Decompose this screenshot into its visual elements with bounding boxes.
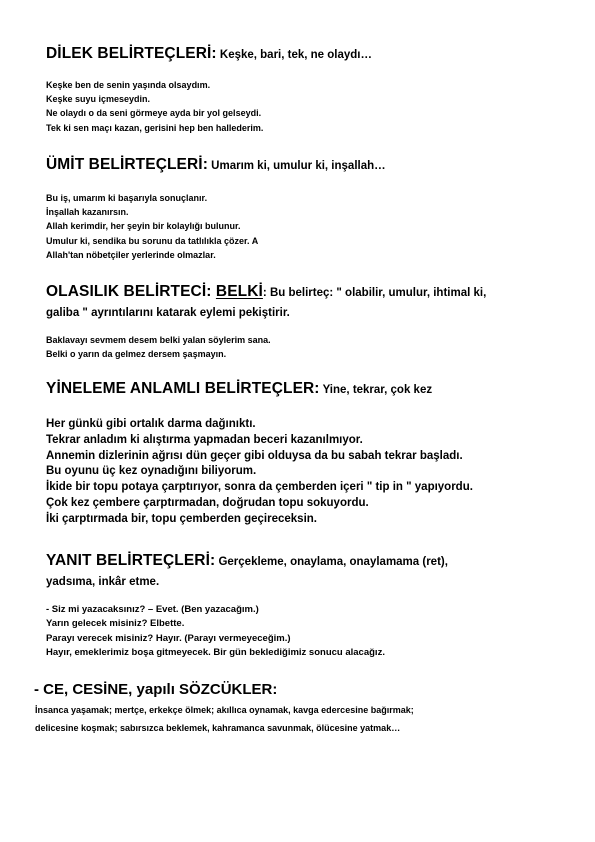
section-lines-ce-cesine (35, 702, 575, 737)
heading-subtitle-cont: galiba " ayrıntılarını katarak eylemi pekiştirir. (46, 307, 290, 319)
heading-subtitle: Yine, tekrar, çok kez (319, 384, 433, 396)
example-line: Annemin dizlerinin ağrısı dün geçer gibi olduysa da bu sabah tekrar başladı. (46, 449, 463, 462)
example-line: - Siz mi yazacaksınız? – Evet. (Ben yazacağım.) (46, 604, 259, 615)
example-line: Allah kerimdir, her şeyin bir kolaylığı bulunur. (46, 221, 241, 232)
example-line: Bu iş, umarım ki başarıyla sonuçlanır. (46, 193, 208, 203)
section-heading-ce-cesine: - CE, CESİNE, yapılı SÖZCÜKLER: (34, 681, 278, 698)
heading-title: YİNELEME ANLAMLI BELİRTEÇLER: (46, 380, 320, 397)
heading-keyword: BELKİ (215, 283, 263, 300)
heading-subtitle: Umarım ki, umulur ki, inşallah… (207, 160, 386, 172)
heading-subtitle: Gerçekleme, onaylama, onaylamama (ret), (215, 556, 448, 568)
example-line: İnsanca yaşamak; mertçe, erkekçe ölmek; akıllıca oynamak, kavga edercesine bağırmak; (35, 705, 414, 715)
section-lines-olasilik (46, 333, 566, 361)
example-line: Yarın gelecek misiniz? Elbette. (46, 618, 185, 630)
example-line: delicesine koşmak; sabırsızca beklemek, kahramanca savunmak, ölücesine yatmak… (35, 722, 401, 733)
example-line: Tek ki sen maçı kazan, gerisini hep ben hallederim. (46, 122, 264, 133)
section-lines-yanit (46, 603, 566, 660)
example-line: Çok kez çembere çarptırmadan, doğrudan topu sokuyordu. (46, 496, 369, 509)
example-line: Bu oyunu üç kez oynadığını biliyorum. (46, 465, 257, 478)
heading-title: ÜMİT BELİRTEÇLERİ: (46, 156, 208, 173)
section-heading-yanit (46, 551, 566, 591)
section-lines-umit (46, 191, 566, 262)
heading-subtitle: : Bu belirteç: " olabilir, umulur, ihtimal ki, (262, 287, 487, 299)
example-line: Umulur ki, sendika bu sorunu da tatlılıkla çözer. A (46, 235, 259, 246)
example-line: Keşke ben de senin yaşında olsaydım. (46, 80, 211, 90)
heading-title: YANIT BELİRTEÇLERİ: (46, 552, 216, 569)
example-line: Allah'tan nöbetçiler yerlerinde olmazlar. (46, 249, 216, 260)
section-lines-dilek (46, 78, 566, 135)
heading-title: DİLEK BELİRTEÇLERİ: (46, 45, 217, 62)
section-heading-yineleme (46, 379, 566, 399)
section-lines-yineleme (46, 417, 566, 528)
heading-title: OLASILIK BELİRTECİ: (46, 283, 216, 300)
heading-subtitle: Keşke, bari, tek, ne olaydı… (216, 49, 372, 61)
heading-subtitle-cont: yadsıma, inkâr etme. (46, 576, 160, 588)
example-line: İkide bir topu potaya çarptırıyor, sonra da çemberden içeri " tip in " yapıyordu. (46, 481, 473, 494)
example-line: Hayır, emeklerimiz boşa gitmeyecek. Bir gün beklediğimiz sonucu alacağız. (46, 646, 385, 658)
example-line: Tekrar anladım ki alıştırma yapmadan beceri kazanılmıyor. (46, 433, 363, 446)
section-heading-umit (46, 155, 566, 175)
section-heading-olasilik (46, 282, 566, 322)
section-heading-dilek (46, 44, 566, 64)
example-line: Keşke suyu içmeseydin. (46, 94, 151, 105)
example-line: Parayı verecek misiniz? Hayır. (Parayı vermeyeceğim.) (46, 632, 291, 644)
example-line: Her günkü gibi ortalık darma dağınıktı. (46, 418, 256, 430)
example-line: Belki o yarın da gelmez dersem şaşmayın. (46, 349, 227, 360)
example-line: İnşallah kazanırsın. (46, 207, 129, 218)
example-line: Ne olaydı o da seni görmeye ayda bir yol gelseydi. (46, 108, 262, 119)
example-line: İki çarptırmada bir, topu çemberden geçireceksin. (46, 512, 317, 525)
example-line: Baklavayı sevmem desem belki yalan söylerim sana. (46, 335, 271, 345)
